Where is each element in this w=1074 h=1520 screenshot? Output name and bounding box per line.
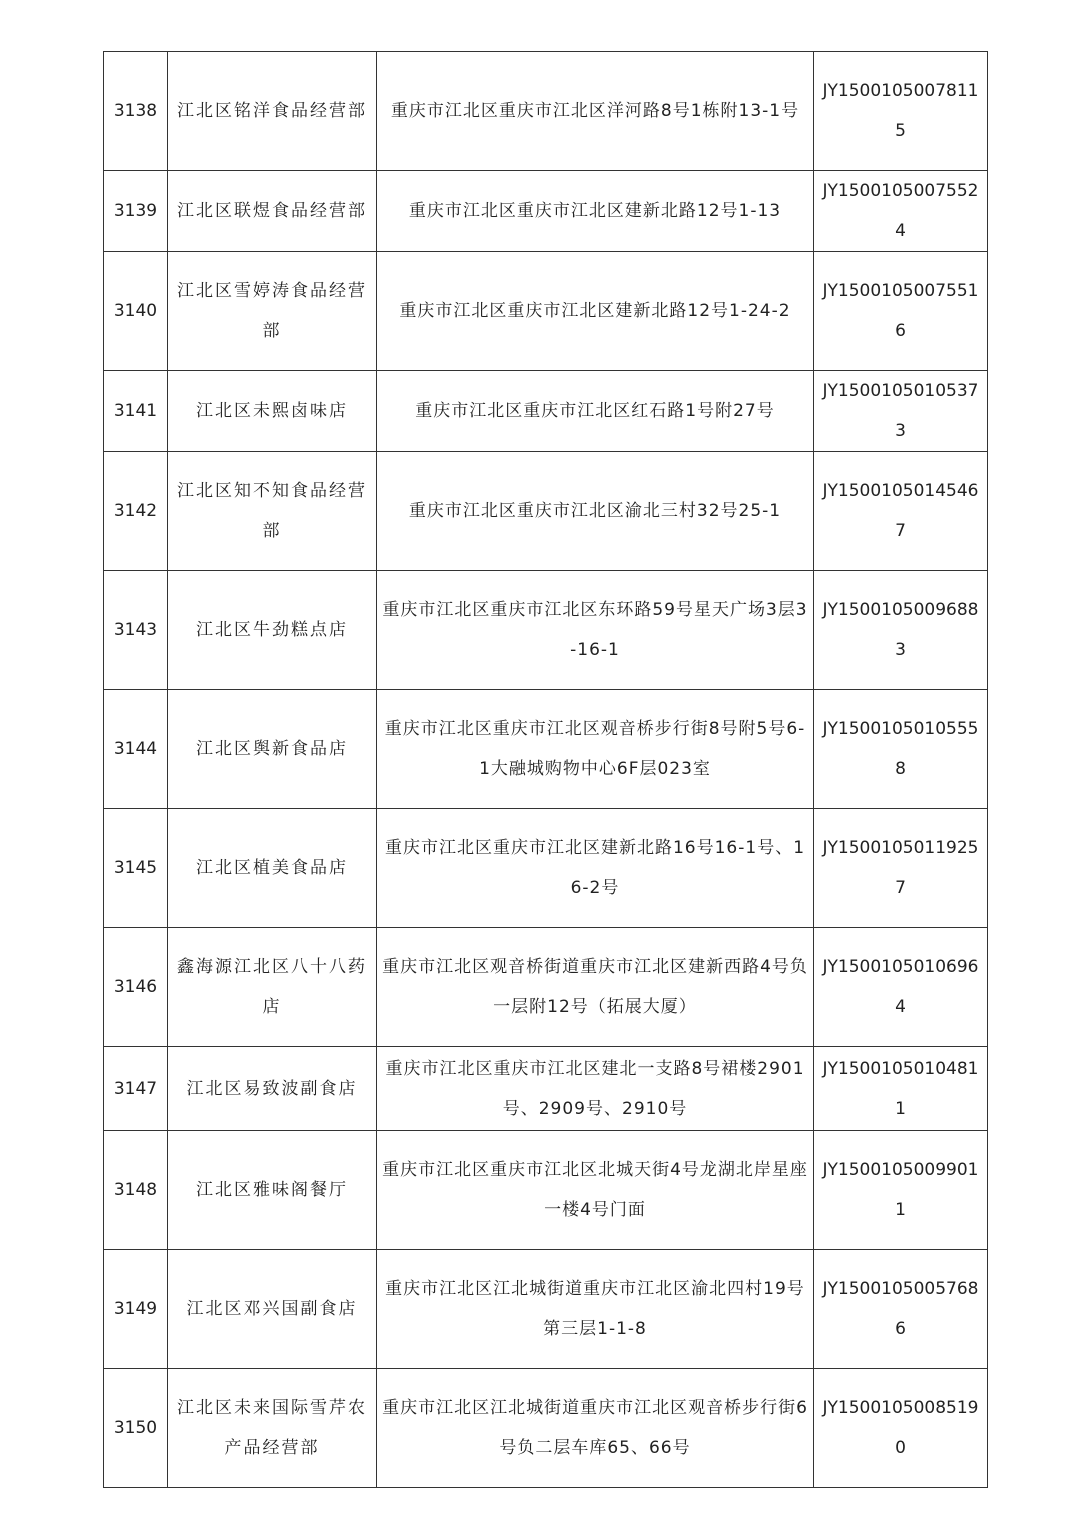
row-number: 3139 bbox=[104, 171, 168, 252]
license-number: JY15001050078115 bbox=[814, 52, 988, 171]
row-number: 3144 bbox=[104, 690, 168, 809]
license-number: JY15001050106964 bbox=[814, 928, 988, 1047]
license-number: JY15001050099011 bbox=[814, 1131, 988, 1250]
row-number: 3138 bbox=[104, 52, 168, 171]
business-name: 江北区联煜食品经营部 bbox=[168, 171, 377, 252]
business-name: 江北区雅味阁餐厅 bbox=[168, 1131, 377, 1250]
license-number: JY15001050105558 bbox=[814, 690, 988, 809]
row-number: 3148 bbox=[104, 1131, 168, 1250]
table-row bbox=[104, 371, 988, 452]
row-number: 3147 bbox=[104, 1047, 168, 1131]
table-row bbox=[104, 252, 988, 371]
table-row bbox=[104, 52, 988, 171]
license-number: JY15001050105373 bbox=[814, 371, 988, 452]
row-number: 3140 bbox=[104, 252, 168, 371]
table-row bbox=[104, 571, 988, 690]
business-name: 江北区牛劲糕点店 bbox=[168, 571, 377, 690]
business-address: 重庆市江北区重庆市江北区洋河路8号1栋附13-1号 bbox=[377, 52, 814, 171]
business-address: 重庆市江北区江北城街道重庆市江北区观音桥步行街6号负二层车库65、66号 bbox=[377, 1369, 814, 1488]
business-address: 重庆市江北区江北城街道重庆市江北区渝北四村19号第三层1-1-8 bbox=[377, 1250, 814, 1369]
table-row bbox=[104, 1131, 988, 1250]
business-name: 江北区铭洋食品经营部 bbox=[168, 52, 377, 171]
table-row bbox=[104, 690, 988, 809]
license-number: JY15001050145467 bbox=[814, 452, 988, 571]
business-address: 重庆市江北区观音桥街道重庆市江北区建新西路4号负一层附12号（拓展大厦） bbox=[377, 928, 814, 1047]
license-number: JY15001050096883 bbox=[814, 571, 988, 690]
row-number: 3142 bbox=[104, 452, 168, 571]
business-name: 江北区雪婷涛食品经营部 bbox=[168, 252, 377, 371]
table-row bbox=[104, 452, 988, 571]
business-address: 重庆市江北区重庆市江北区建新北路16号16-1号、16-2号 bbox=[377, 809, 814, 928]
table-row bbox=[104, 809, 988, 928]
business-address: 重庆市江北区重庆市江北区东环路59号星天广场3层3-16-1 bbox=[377, 571, 814, 690]
business-address: 重庆市江北区重庆市江北区建新北路12号1-24-2 bbox=[377, 252, 814, 371]
business-address: 重庆市江北区重庆市江北区观音桥步行街8号附5号6-1大融城购物中心6F层023室 bbox=[377, 690, 814, 809]
business-name: 江北区易致波副食店 bbox=[168, 1047, 377, 1131]
table-row bbox=[104, 1047, 988, 1131]
table-row bbox=[104, 928, 988, 1047]
business-name: 江北区未熙卤味店 bbox=[168, 371, 377, 452]
license-number: JY15001050104811 bbox=[814, 1047, 988, 1131]
license-number: JY15001050075524 bbox=[814, 171, 988, 252]
table-row bbox=[104, 171, 988, 252]
business-address: 重庆市江北区重庆市江北区建北一支路8号裙楼2901号、2909号、2910号 bbox=[377, 1047, 814, 1131]
table-row bbox=[104, 1250, 988, 1369]
row-number: 3149 bbox=[104, 1250, 168, 1369]
business-name: 江北区未来国际雪芹农产品经营部 bbox=[168, 1369, 377, 1488]
row-number: 3150 bbox=[104, 1369, 168, 1488]
business-name: 江北区邓兴国副食店 bbox=[168, 1250, 377, 1369]
license-number: JY15001050075516 bbox=[814, 252, 988, 371]
license-number: JY15001050057686 bbox=[814, 1250, 988, 1369]
registry-table bbox=[103, 51, 988, 1488]
row-number: 3143 bbox=[104, 571, 168, 690]
license-number: JY15001050085190 bbox=[814, 1369, 988, 1488]
business-name: 江北区知不知食品经营部 bbox=[168, 452, 377, 571]
business-address: 重庆市江北区重庆市江北区渝北三村32号25-1 bbox=[377, 452, 814, 571]
business-address: 重庆市江北区重庆市江北区红石路1号附27号 bbox=[377, 371, 814, 452]
license-number: JY15001050119257 bbox=[814, 809, 988, 928]
business-name: 江北区舆新食品店 bbox=[168, 690, 377, 809]
business-name: 鑫海源江北区八十八药店 bbox=[168, 928, 377, 1047]
row-number: 3146 bbox=[104, 928, 168, 1047]
row-number: 3141 bbox=[104, 371, 168, 452]
row-number: 3145 bbox=[104, 809, 168, 928]
business-name: 江北区植美食品店 bbox=[168, 809, 377, 928]
business-address: 重庆市江北区重庆市江北区建新北路12号1-13 bbox=[377, 171, 814, 252]
table-row bbox=[104, 1369, 988, 1488]
business-address: 重庆市江北区重庆市江北区北城天街4号龙湖北岸星座一楼4号门面 bbox=[377, 1131, 814, 1250]
